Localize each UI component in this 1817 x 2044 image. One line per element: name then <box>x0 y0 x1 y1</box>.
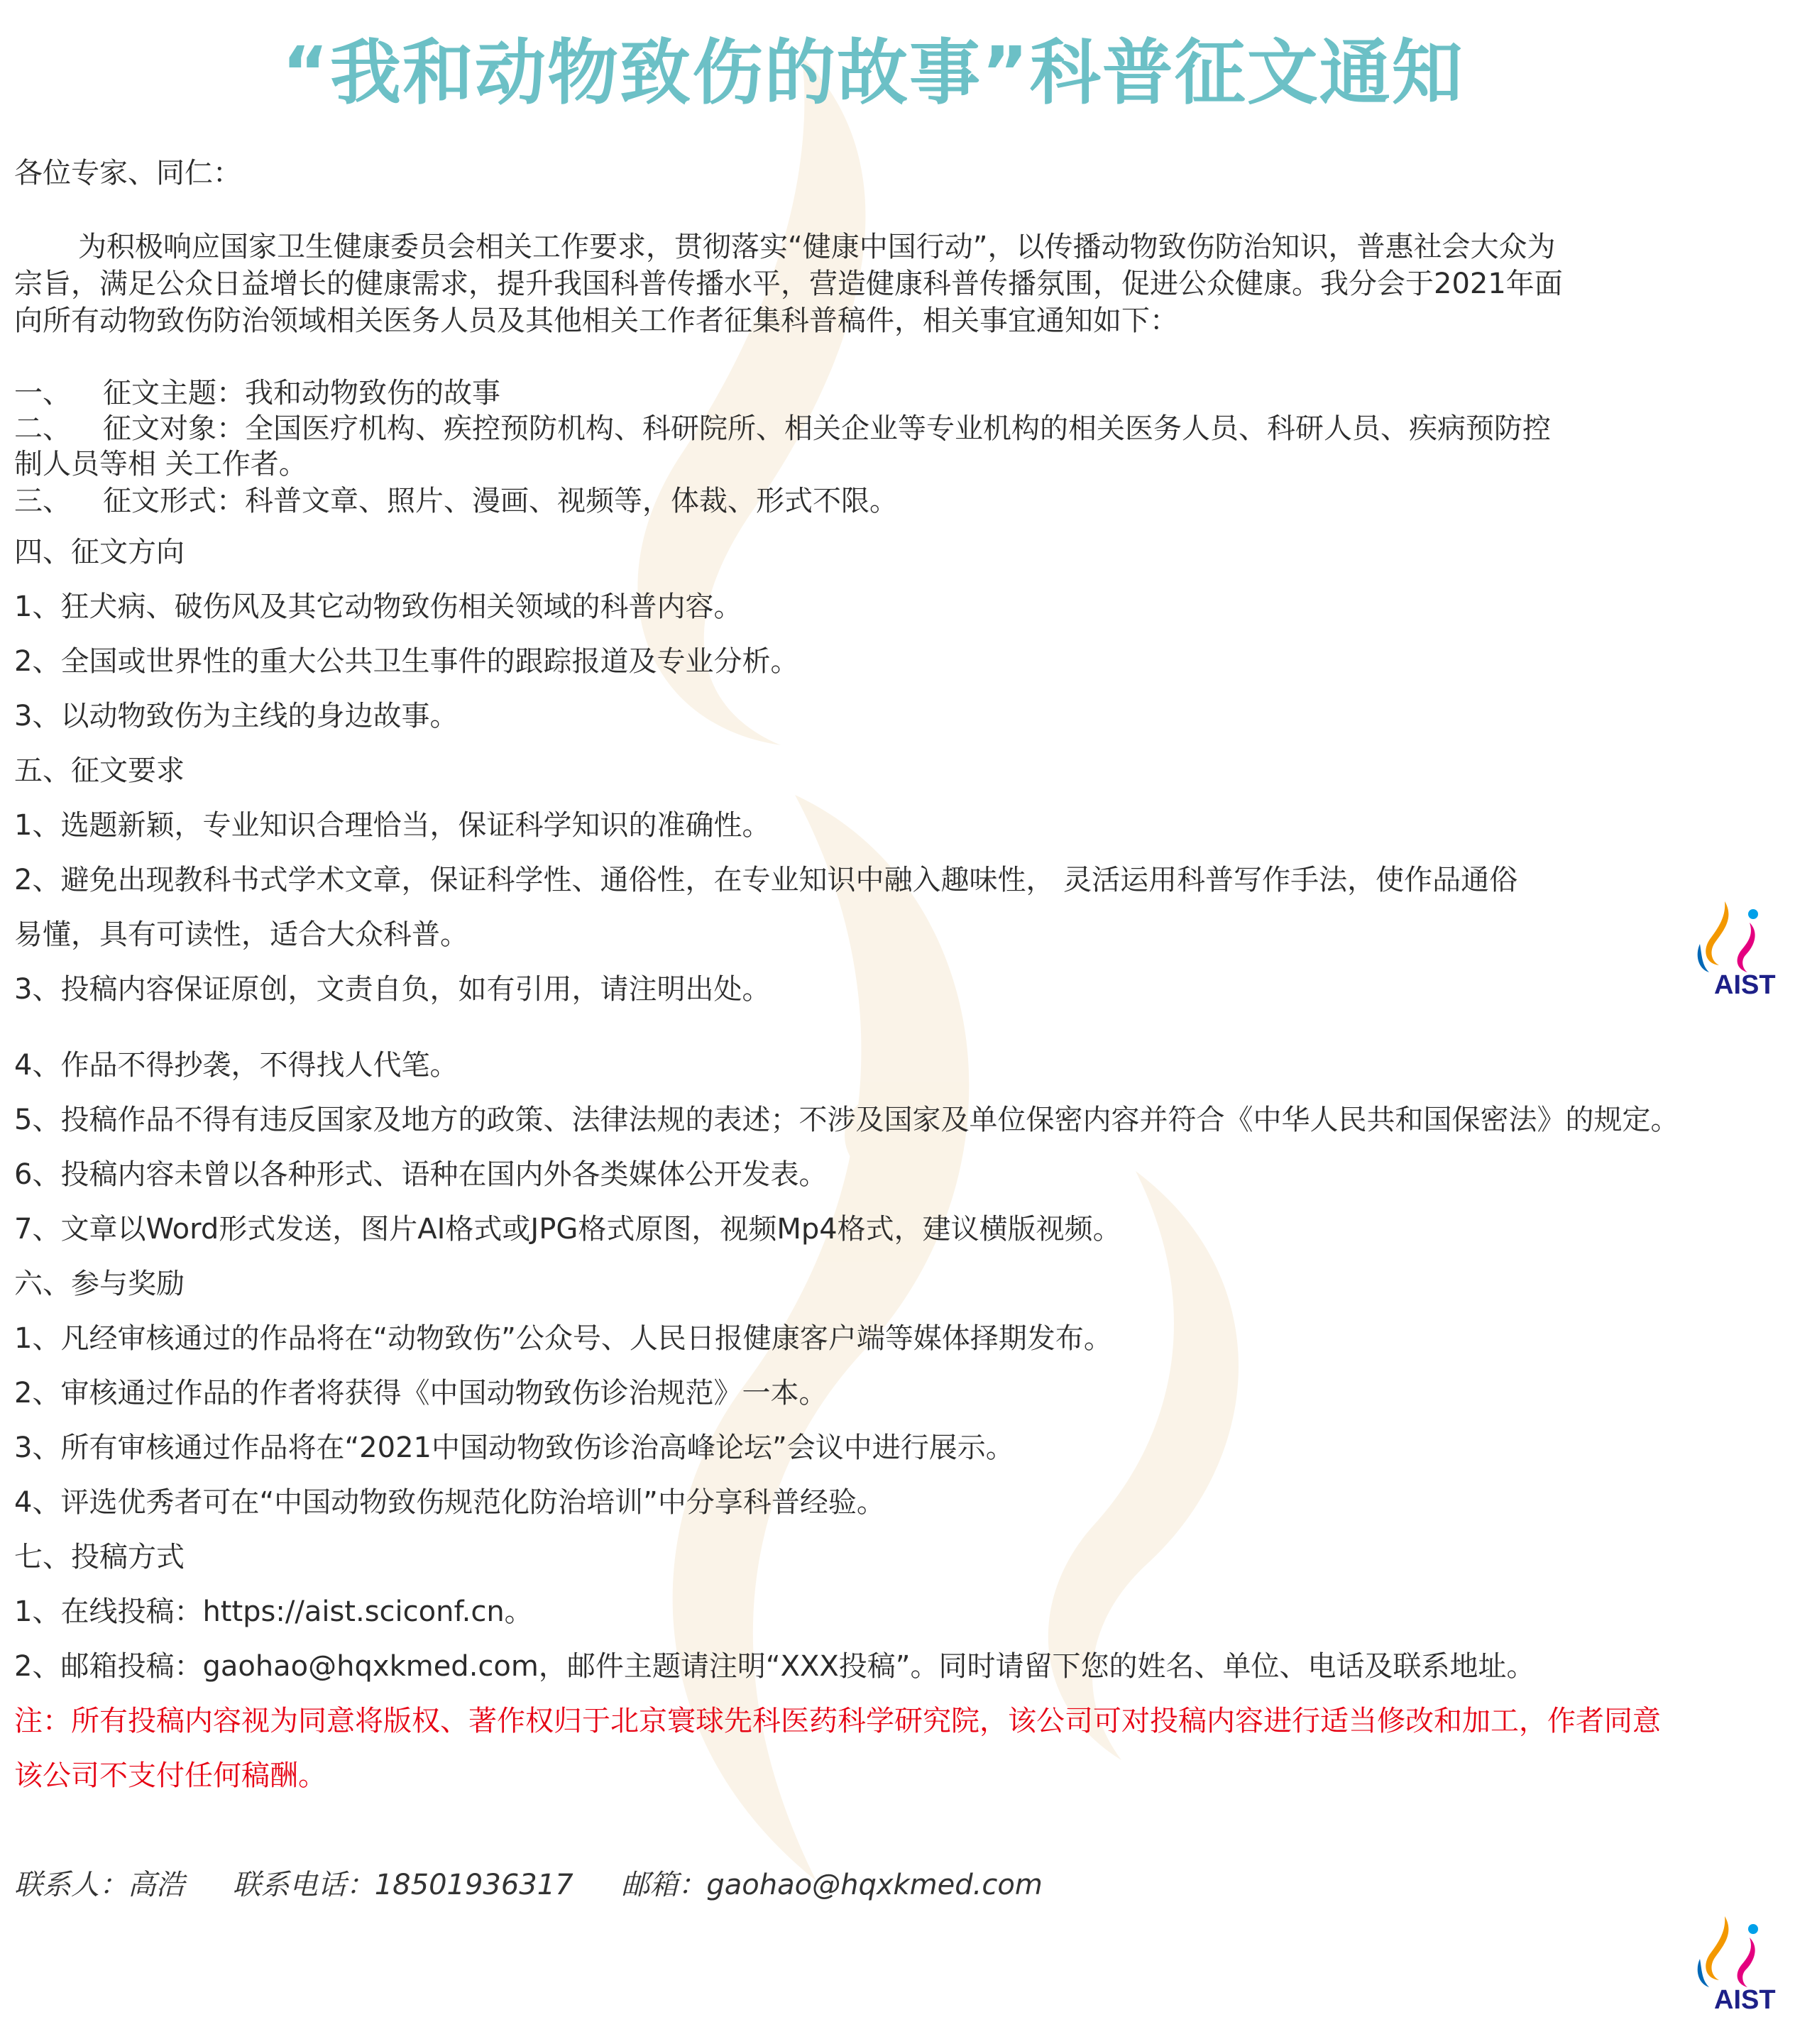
list-item: 1、选题新颖，专业知识合理恰当，保证科学知识的准确性。 <box>14 809 771 842</box>
list-item: 6、投稿内容未曾以各种形式、语种在国内外各类媒体公开发表。 <box>14 1158 828 1191</box>
section-item: 三、 征文形式：科普文章、照片、漫画、视频等，体裁、形式不限。 <box>14 485 898 517</box>
aist-logo <box>1682 1909 1803 2016</box>
svg-text:AIST: AIST <box>1714 970 1776 1000</box>
list-item: 3、投稿内容保证原创，文责自负，如有引用，请注明出处。 <box>14 973 771 1006</box>
intro-line: 为积极响应国家卫生健康委员会相关工作要求，贯彻落实“健康中国行动”，以传播动物致伤防治知识，普惠社会大众为 <box>78 231 1556 263</box>
list-item: 5、投稿作品不得有违反国家及地方的政策、法律法规的表述；不涉及国家及单位保密内容并符合《中华人民共和国保密法》的规定。 <box>14 1104 1679 1136</box>
list-item: 3、所有审核通过作品将在“2021中国动物致伤诊治高峰论坛”会议中进行展示。 <box>14 1432 1014 1464</box>
copyright-note: 该公司不支付任何稿酬。 <box>14 1759 326 1792</box>
section-item: 制人员等相 关工作者。 <box>14 448 307 480</box>
section-heading: 七、投稿方式 <box>14 1541 185 1573</box>
section-heading: 六、参与奖励 <box>14 1268 185 1300</box>
list-item: 7、文章以Word形式发送，图片AI格式或JPG格式原图，视频Mp4格式，建议横版视频。 <box>14 1213 1121 1246</box>
section-item: 一、 征文主题：我和动物致伤的故事 <box>14 377 500 410</box>
greeting: 各位专家、同仁： <box>14 157 241 189</box>
intro-line: 向所有动物致伤防治领域相关医务人员及其他相关工作者征集科普稿件，相关事宜通知如下： <box>14 304 1178 337</box>
section-item: 二、 征文对象：全国医疗机构、疾控预防机构、科研院所、相关企业等专业机构的相关医务人员、科研人员、疾病预防控 <box>14 412 1551 445</box>
intro-line: 宗旨，满足公众日益增长的健康需求，提升我国科普传播水平，营造健康科普传播氛围，促进公众健康。我分会于2021年面 <box>14 268 1563 300</box>
list-item: 3、以动物致伤为主线的身边故事。 <box>14 700 459 732</box>
copyright-note: 注：所有投稿内容视为同意将版权、著作权归于北京寰球先科医药科学研究院，该公司可对投稿内容进行适当修改和加工，作者同意 <box>14 1705 1661 1737</box>
contact-email: 邮箱：gaohao@hqxkmed.com <box>621 1869 1043 1901</box>
list-item: 1、狂犬病、破伤风及其它动物致伤相关领域的科普内容。 <box>14 590 742 623</box>
contact-info <box>14 1867 1082 1903</box>
list-item: 4、作品不得抄袭，不得找人代笔。 <box>14 1049 459 1082</box>
list-item: 1、凡经审核通过的作品将在“动物致伤”公众号、人民日报健康客户端等媒体择期发布。 <box>14 1322 1112 1355</box>
list-item: 4、评选优秀者可在“中国动物致伤规范化防治培训”中分享科普经验。 <box>14 1486 885 1519</box>
list-item: 易懂，具有可读性，适合大众科普。 <box>14 918 468 951</box>
aist-logo <box>1682 894 1803 1001</box>
list-item: 2、审核通过作品的作者将获得《中国动物致伤诊治规范》一本。 <box>14 1377 828 1410</box>
section-heading: 五、征文要求 <box>14 754 185 787</box>
list-item: 2、全国或世界性的重大公共卫生事件的跟踪报道及专业分析。 <box>14 645 799 678</box>
list-item: 2、邮箱投稿：gaohao@hqxkmed.com，邮件主题请注明“XXX投稿”。同时请留下您的姓名、单位、电话及联系地址。 <box>14 1650 1535 1683</box>
page-title: “我和动物致伤的故事”科普征文通知 <box>282 31 1464 114</box>
list-item: 2、避免出现教科书式学术文章，保证科学性、通俗性，在专业知识中融入趣味性， 灵活运用科普写作手法，使作品通俗 <box>14 864 1518 896</box>
list-item: 1、在线投稿：https://aist.sciconf.cn。 <box>14 1595 533 1628</box>
section-heading: 四、征文方向 <box>14 536 185 568</box>
svg-text:AIST: AIST <box>1714 1985 1776 2015</box>
contact-person: 联系人：高浩 <box>14 1869 185 1901</box>
contact-phone: 联系电话：18501936317 <box>232 1869 573 1901</box>
